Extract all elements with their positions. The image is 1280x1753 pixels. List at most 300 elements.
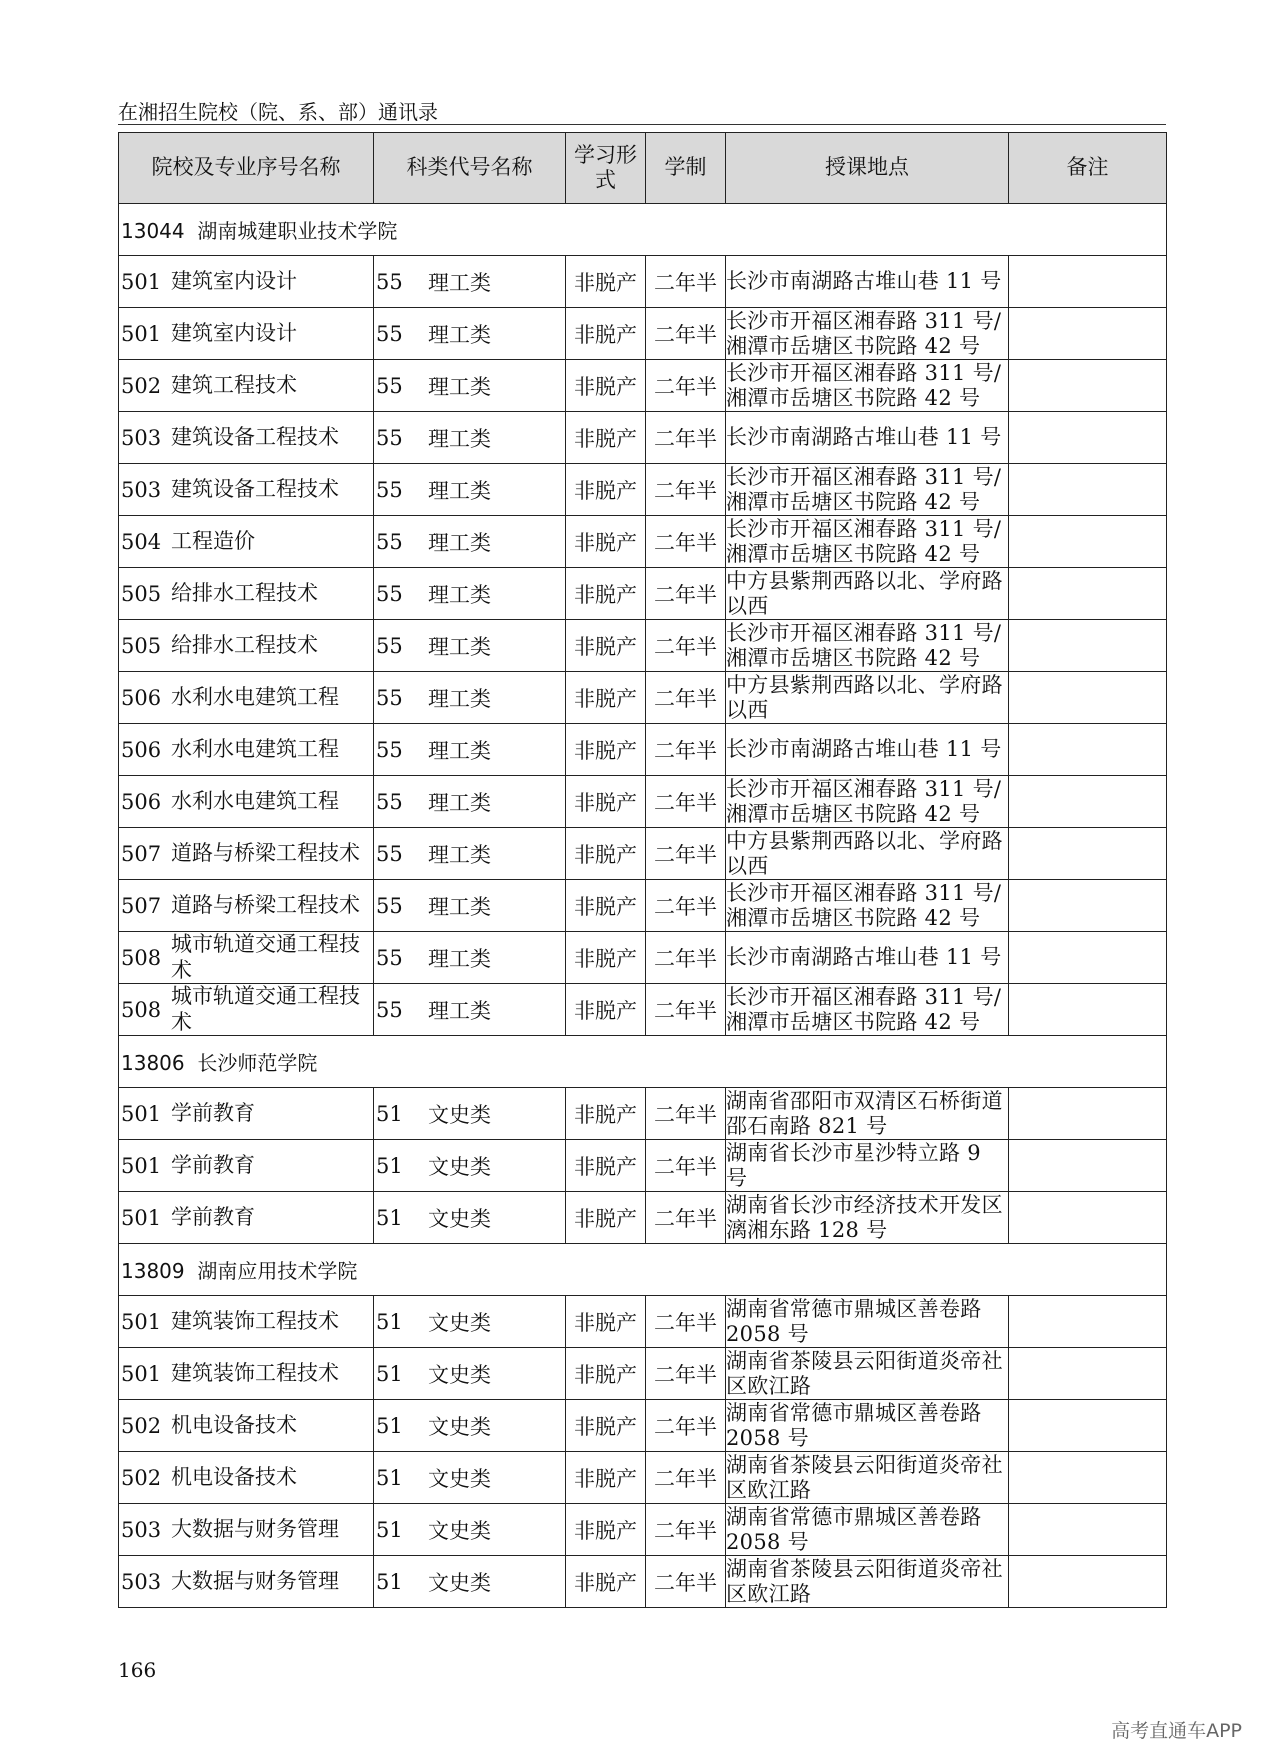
study-form-cell: 非脱产 — [566, 1088, 646, 1140]
note-cell — [1009, 568, 1167, 620]
table-row — [119, 412, 1167, 464]
major-seq: 502 — [121, 1465, 162, 1490]
category-wrap — [374, 1567, 565, 1597]
major-wrap — [119, 737, 373, 762]
length-cell: 二年半 — [646, 1296, 726, 1348]
category-name: 理工类 — [428, 478, 491, 503]
category-wrap — [374, 1463, 565, 1493]
category-code: 55 — [376, 269, 403, 294]
note-cell — [1009, 932, 1167, 984]
length-cell: 二年半 — [646, 776, 726, 828]
length-cell: 二年半 — [646, 1556, 726, 1608]
category-cell — [374, 308, 566, 360]
major-seq: 507 — [121, 893, 162, 918]
location-cell: 长沙市开福区湘春路 311 号/湘潭市岳塘区书院路 42 号 — [726, 620, 1009, 672]
major-cell — [119, 308, 374, 360]
location-cell: 长沙市开福区湘春路 311 号/湘潭市岳塘区书院路 42 号 — [726, 984, 1009, 1036]
note-cell — [1009, 1556, 1167, 1608]
location-cell: 长沙市南湖路古堆山巷 11 号 — [726, 724, 1009, 776]
table-row — [119, 828, 1167, 880]
length-cell: 二年半 — [646, 516, 726, 568]
location-cell: 湖南省茶陵县云阳街道炎帝社区欧江路 — [726, 1348, 1009, 1400]
category-code: 51 — [376, 1517, 403, 1542]
study-form-cell: 非脱产 — [566, 256, 646, 308]
category-wrap — [374, 631, 565, 661]
major-name: 学前教育 — [171, 1152, 255, 1177]
category-wrap — [374, 371, 565, 401]
note-cell — [1009, 1400, 1167, 1452]
major-seq: 502 — [121, 1413, 162, 1438]
header-location: 授课地点 — [726, 133, 1009, 204]
major-seq: 503 — [121, 425, 162, 450]
major-wrap — [119, 1309, 373, 1334]
category-cell — [374, 1088, 566, 1140]
location-cell: 长沙市开福区湘春路 311 号/湘潭市岳塘区书院路 42 号 — [726, 880, 1009, 932]
category-wrap — [374, 943, 565, 973]
category-code: 51 — [376, 1205, 403, 1230]
major-name: 学前教育 — [171, 1100, 255, 1125]
major-cell — [119, 1140, 374, 1192]
major-name: 给排水工程技术 — [171, 632, 318, 657]
table-row — [119, 932, 1167, 984]
category-name: 文史类 — [428, 1362, 491, 1387]
institution-code: 13806 — [121, 1051, 185, 1075]
major-name: 大数据与财务管理 — [171, 1568, 339, 1593]
category-code: 55 — [376, 737, 403, 762]
category-cell — [374, 620, 566, 672]
major-wrap — [119, 425, 373, 450]
note-cell — [1009, 1088, 1167, 1140]
note-cell — [1009, 256, 1167, 308]
major-name: 工程造价 — [171, 528, 255, 553]
major-seq: 503 — [121, 477, 162, 502]
major-cell — [119, 620, 374, 672]
major-wrap — [119, 1101, 373, 1126]
note-cell — [1009, 308, 1167, 360]
category-code: 55 — [376, 789, 403, 814]
category-name: 理工类 — [428, 998, 491, 1023]
table-row — [119, 776, 1167, 828]
study-form-cell: 非脱产 — [566, 984, 646, 1036]
study-form-cell: 非脱产 — [566, 1140, 646, 1192]
note-cell — [1009, 984, 1167, 1036]
table-row — [119, 1504, 1167, 1556]
table-row — [119, 360, 1167, 412]
category-code: 51 — [376, 1413, 403, 1438]
study-form-cell: 非脱产 — [566, 724, 646, 776]
category-name: 文史类 — [428, 1518, 491, 1543]
table-row — [119, 1400, 1167, 1452]
category-cell — [374, 516, 566, 568]
location-cell: 长沙市开福区湘春路 311 号/湘潭市岳塘区书院路 42 号 — [726, 776, 1009, 828]
study-form-cell: 非脱产 — [566, 1192, 646, 1244]
category-wrap — [374, 1307, 565, 1337]
table-row — [119, 724, 1167, 776]
category-name: 理工类 — [428, 634, 491, 659]
category-cell — [374, 776, 566, 828]
study-form-cell: 非脱产 — [566, 516, 646, 568]
note-cell — [1009, 464, 1167, 516]
note-cell — [1009, 880, 1167, 932]
category-code: 55 — [376, 373, 403, 398]
category-name: 理工类 — [428, 894, 491, 919]
category-cell — [374, 932, 566, 984]
major-name: 大数据与财务管理 — [171, 1516, 339, 1541]
length-cell: 二年半 — [646, 464, 726, 516]
major-cell — [119, 1504, 374, 1556]
institution-row — [119, 1036, 1167, 1088]
institution-code: 13809 — [121, 1259, 185, 1283]
category-cell — [374, 1348, 566, 1400]
major-cell — [119, 360, 374, 412]
major-wrap — [119, 1205, 373, 1230]
major-seq: 501 — [121, 1309, 162, 1334]
category-name: 文史类 — [428, 1206, 491, 1231]
major-cell — [119, 1556, 374, 1608]
category-cell — [374, 1504, 566, 1556]
length-cell: 二年半 — [646, 1452, 726, 1504]
study-form-cell: 非脱产 — [566, 360, 646, 412]
table-row — [119, 880, 1167, 932]
category-code: 51 — [376, 1309, 403, 1334]
major-cell — [119, 1400, 374, 1452]
major-wrap — [119, 984, 373, 1034]
category-cell — [374, 568, 566, 620]
length-cell: 二年半 — [646, 1140, 726, 1192]
category-wrap — [374, 319, 565, 349]
category-name: 文史类 — [428, 1102, 491, 1127]
category-code: 55 — [376, 581, 403, 606]
note-cell — [1009, 724, 1167, 776]
category-wrap — [374, 735, 565, 765]
category-name: 文史类 — [428, 1466, 491, 1491]
category-cell — [374, 880, 566, 932]
study-form-cell: 非脱产 — [566, 1348, 646, 1400]
watermark: 高考直通车APP — [1111, 1720, 1242, 1742]
category-name: 理工类 — [428, 686, 491, 711]
note-cell — [1009, 1504, 1167, 1556]
major-seq: 501 — [121, 269, 162, 294]
category-wrap — [374, 267, 565, 297]
note-cell — [1009, 1452, 1167, 1504]
location-cell: 湖南省邵阳市双清区石桥街道邵石南路 821 号 — [726, 1088, 1009, 1140]
category-wrap — [374, 1359, 565, 1389]
category-cell — [374, 1140, 566, 1192]
major-cell — [119, 984, 374, 1036]
category-cell — [374, 1192, 566, 1244]
category-code: 51 — [376, 1101, 403, 1126]
location-cell: 湖南省常德市鼎城区善卷路 2058 号 — [726, 1400, 1009, 1452]
category-code: 55 — [376, 633, 403, 658]
major-cell — [119, 828, 374, 880]
note-cell — [1009, 1348, 1167, 1400]
header-note: 备注 — [1009, 133, 1167, 204]
institution-cell — [119, 1244, 1167, 1296]
directory-table — [118, 132, 1167, 1608]
category-wrap — [374, 1411, 565, 1441]
major-cell — [119, 672, 374, 724]
category-name: 理工类 — [428, 374, 491, 399]
major-seq: 507 — [121, 841, 162, 866]
category-wrap — [374, 683, 565, 713]
category-wrap — [374, 527, 565, 557]
table-row — [119, 1452, 1167, 1504]
category-wrap — [374, 1151, 565, 1181]
note-cell — [1009, 620, 1167, 672]
length-cell: 二年半 — [646, 932, 726, 984]
location-cell: 中方县紫荆西路以北、学府路以西 — [726, 828, 1009, 880]
institution-code: 13044 — [121, 219, 185, 243]
major-seq: 506 — [121, 789, 162, 814]
major-cell — [119, 568, 374, 620]
category-name: 理工类 — [428, 790, 491, 815]
note-cell — [1009, 1140, 1167, 1192]
major-name: 机电设备技术 — [171, 1464, 297, 1489]
table-row — [119, 1296, 1167, 1348]
major-wrap — [119, 633, 373, 658]
study-form-cell: 非脱产 — [566, 1556, 646, 1608]
major-wrap — [119, 1413, 373, 1438]
location-cell: 长沙市开福区湘春路 311 号/湘潭市岳塘区书院路 42 号 — [726, 516, 1009, 568]
table-row — [119, 308, 1167, 360]
length-cell: 二年半 — [646, 1504, 726, 1556]
length-cell: 二年半 — [646, 1348, 726, 1400]
category-wrap — [374, 1203, 565, 1233]
major-name: 机电设备技术 — [171, 1412, 297, 1437]
category-wrap — [374, 1099, 565, 1129]
category-wrap — [374, 423, 565, 453]
table-row — [119, 984, 1167, 1036]
header-major: 院校及专业序号名称 — [119, 133, 374, 204]
length-cell: 二年半 — [646, 360, 726, 412]
major-wrap — [119, 1517, 373, 1542]
table-row — [119, 516, 1167, 568]
category-name: 文史类 — [428, 1570, 491, 1595]
location-cell: 长沙市开福区湘春路 311 号/湘潭市岳塘区书院路 42 号 — [726, 308, 1009, 360]
category-code: 55 — [376, 841, 403, 866]
note-cell — [1009, 516, 1167, 568]
major-cell — [119, 1452, 374, 1504]
category-name: 理工类 — [428, 530, 491, 555]
location-cell: 湖南省长沙市星沙特立路 9 号 — [726, 1140, 1009, 1192]
major-name: 建筑设备工程技术 — [171, 424, 339, 449]
table-row — [119, 672, 1167, 724]
major-seq: 501 — [121, 1205, 162, 1230]
major-wrap — [119, 893, 373, 918]
major-wrap — [119, 321, 373, 346]
category-cell — [374, 256, 566, 308]
location-cell: 长沙市开福区湘春路 311 号/湘潭市岳塘区书院路 42 号 — [726, 464, 1009, 516]
major-name: 道路与桥梁工程技术 — [171, 840, 360, 865]
study-form-cell: 非脱产 — [566, 932, 646, 984]
category-cell — [374, 1296, 566, 1348]
header-category: 科类代号名称 — [374, 133, 566, 204]
category-code: 55 — [376, 685, 403, 710]
length-cell: 二年半 — [646, 984, 726, 1036]
major-wrap — [119, 685, 373, 710]
length-cell: 二年半 — [646, 724, 726, 776]
major-wrap — [119, 477, 373, 502]
location-cell: 湖南省常德市鼎城区善卷路 2058 号 — [726, 1296, 1009, 1348]
location-cell: 长沙市南湖路古堆山巷 11 号 — [726, 412, 1009, 464]
institution-name: 湖南应用技术学院 — [197, 1259, 358, 1283]
header-study-form: 学习形式 — [566, 133, 646, 204]
major-cell — [119, 1348, 374, 1400]
location-cell: 湖南省茶陵县云阳街道炎帝社区欧江路 — [726, 1556, 1009, 1608]
category-code: 51 — [376, 1465, 403, 1490]
major-name: 给排水工程技术 — [171, 580, 318, 605]
running-head: 在湘招生院校（院、系、部）通讯录 — [118, 100, 438, 124]
study-form-cell: 非脱产 — [566, 1400, 646, 1452]
major-wrap — [119, 932, 373, 982]
category-cell — [374, 984, 566, 1036]
location-cell: 长沙市南湖路古堆山巷 11 号 — [726, 256, 1009, 308]
major-name: 建筑工程技术 — [171, 372, 297, 397]
length-cell: 二年半 — [646, 256, 726, 308]
category-cell — [374, 412, 566, 464]
table-row — [119, 1556, 1167, 1608]
study-form-cell: 非脱产 — [566, 1452, 646, 1504]
category-name: 理工类 — [428, 842, 491, 867]
category-name: 文史类 — [428, 1414, 491, 1439]
length-cell: 二年半 — [646, 1400, 726, 1452]
category-cell — [374, 1400, 566, 1452]
table-row — [119, 568, 1167, 620]
length-cell: 二年半 — [646, 1192, 726, 1244]
length-cell: 二年半 — [646, 412, 726, 464]
major-seq: 501 — [121, 1361, 162, 1386]
header-length: 学制 — [646, 133, 726, 204]
major-name: 建筑设备工程技术 — [171, 476, 339, 501]
header-rule — [118, 124, 1166, 125]
table-body — [119, 204, 1167, 1608]
major-name: 城市轨道交通工程技术 — [171, 984, 360, 1034]
institution-cell — [119, 204, 1167, 256]
category-name: 理工类 — [428, 426, 491, 451]
institution-cell — [119, 1036, 1167, 1088]
major-name: 建筑装饰工程技术 — [171, 1308, 339, 1333]
major-cell — [119, 516, 374, 568]
note-cell — [1009, 412, 1167, 464]
location-cell: 中方县紫荆西路以北、学府路以西 — [726, 672, 1009, 724]
institution-name: 长沙师范学院 — [197, 1051, 318, 1075]
study-form-cell: 非脱产 — [566, 1296, 646, 1348]
study-form-cell: 非脱产 — [566, 1504, 646, 1556]
table-header-row — [119, 133, 1167, 204]
study-form-cell: 非脱产 — [566, 828, 646, 880]
major-wrap — [119, 373, 373, 398]
major-name: 水利水电建筑工程 — [171, 684, 339, 709]
study-form-cell: 非脱产 — [566, 308, 646, 360]
major-name: 道路与桥梁工程技术 — [171, 892, 360, 917]
study-form-cell: 非脱产 — [566, 464, 646, 516]
major-cell — [119, 464, 374, 516]
length-cell: 二年半 — [646, 672, 726, 724]
category-code: 51 — [376, 1361, 403, 1386]
table-row — [119, 256, 1167, 308]
length-cell: 二年半 — [646, 880, 726, 932]
major-wrap — [119, 1153, 373, 1178]
major-name: 城市轨道交通工程技术 — [171, 932, 360, 982]
major-name: 建筑装饰工程技术 — [171, 1360, 339, 1385]
category-code: 55 — [376, 893, 403, 918]
study-form-cell: 非脱产 — [566, 672, 646, 724]
category-name: 理工类 — [428, 270, 491, 295]
table-row — [119, 464, 1167, 516]
length-cell: 二年半 — [646, 568, 726, 620]
study-form-cell: 非脱产 — [566, 880, 646, 932]
category-cell — [374, 1452, 566, 1504]
category-wrap — [374, 787, 565, 817]
study-form-cell: 非脱产 — [566, 620, 646, 672]
category-cell — [374, 1556, 566, 1608]
major-seq: 508 — [121, 997, 162, 1022]
study-form-cell: 非脱产 — [566, 568, 646, 620]
category-wrap — [374, 891, 565, 921]
major-name: 水利水电建筑工程 — [171, 788, 339, 813]
table-row — [119, 1348, 1167, 1400]
note-cell — [1009, 360, 1167, 412]
category-name: 文史类 — [428, 1310, 491, 1335]
table-row — [119, 1088, 1167, 1140]
note-cell — [1009, 1192, 1167, 1244]
location-cell: 湖南省茶陵县云阳街道炎帝社区欧江路 — [726, 1452, 1009, 1504]
location-cell: 湖南省长沙市经济技术开发区漓湘东路 128 号 — [726, 1192, 1009, 1244]
institution-name: 湖南城建职业技术学院 — [197, 219, 398, 243]
category-code: 51 — [376, 1153, 403, 1178]
note-cell — [1009, 776, 1167, 828]
major-seq: 502 — [121, 373, 162, 398]
major-wrap — [119, 269, 373, 294]
major-seq: 501 — [121, 1153, 162, 1178]
major-cell — [119, 1296, 374, 1348]
length-cell: 二年半 — [646, 828, 726, 880]
category-code: 55 — [376, 425, 403, 450]
institution-row — [119, 1244, 1167, 1296]
category-name: 理工类 — [428, 322, 491, 347]
major-cell — [119, 1088, 374, 1140]
major-name: 建筑室内设计 — [171, 268, 297, 293]
category-cell — [374, 724, 566, 776]
major-seq: 503 — [121, 1569, 162, 1594]
length-cell: 二年半 — [646, 620, 726, 672]
major-seq: 506 — [121, 685, 162, 710]
institution-row — [119, 204, 1167, 256]
major-seq: 508 — [121, 945, 162, 970]
category-code: 55 — [376, 945, 403, 970]
category-wrap — [374, 475, 565, 505]
category-code: 55 — [376, 321, 403, 346]
page-number: 166 — [118, 1658, 157, 1682]
major-seq: 505 — [121, 581, 162, 606]
category-cell — [374, 672, 566, 724]
category-code: 51 — [376, 1569, 403, 1594]
category-code: 55 — [376, 997, 403, 1022]
major-wrap — [119, 529, 373, 554]
category-wrap — [374, 1515, 565, 1545]
major-seq: 504 — [121, 529, 162, 554]
major-cell — [119, 880, 374, 932]
location-cell: 长沙市开福区湘春路 311 号/湘潭市岳塘区书院路 42 号 — [726, 360, 1009, 412]
major-seq: 505 — [121, 633, 162, 658]
location-cell: 长沙市南湖路古堆山巷 11 号 — [726, 932, 1009, 984]
major-cell — [119, 932, 374, 984]
length-cell: 二年半 — [646, 308, 726, 360]
location-cell: 中方县紫荆西路以北、学府路以西 — [726, 568, 1009, 620]
category-cell — [374, 464, 566, 516]
major-wrap — [119, 841, 373, 866]
major-wrap — [119, 1569, 373, 1594]
